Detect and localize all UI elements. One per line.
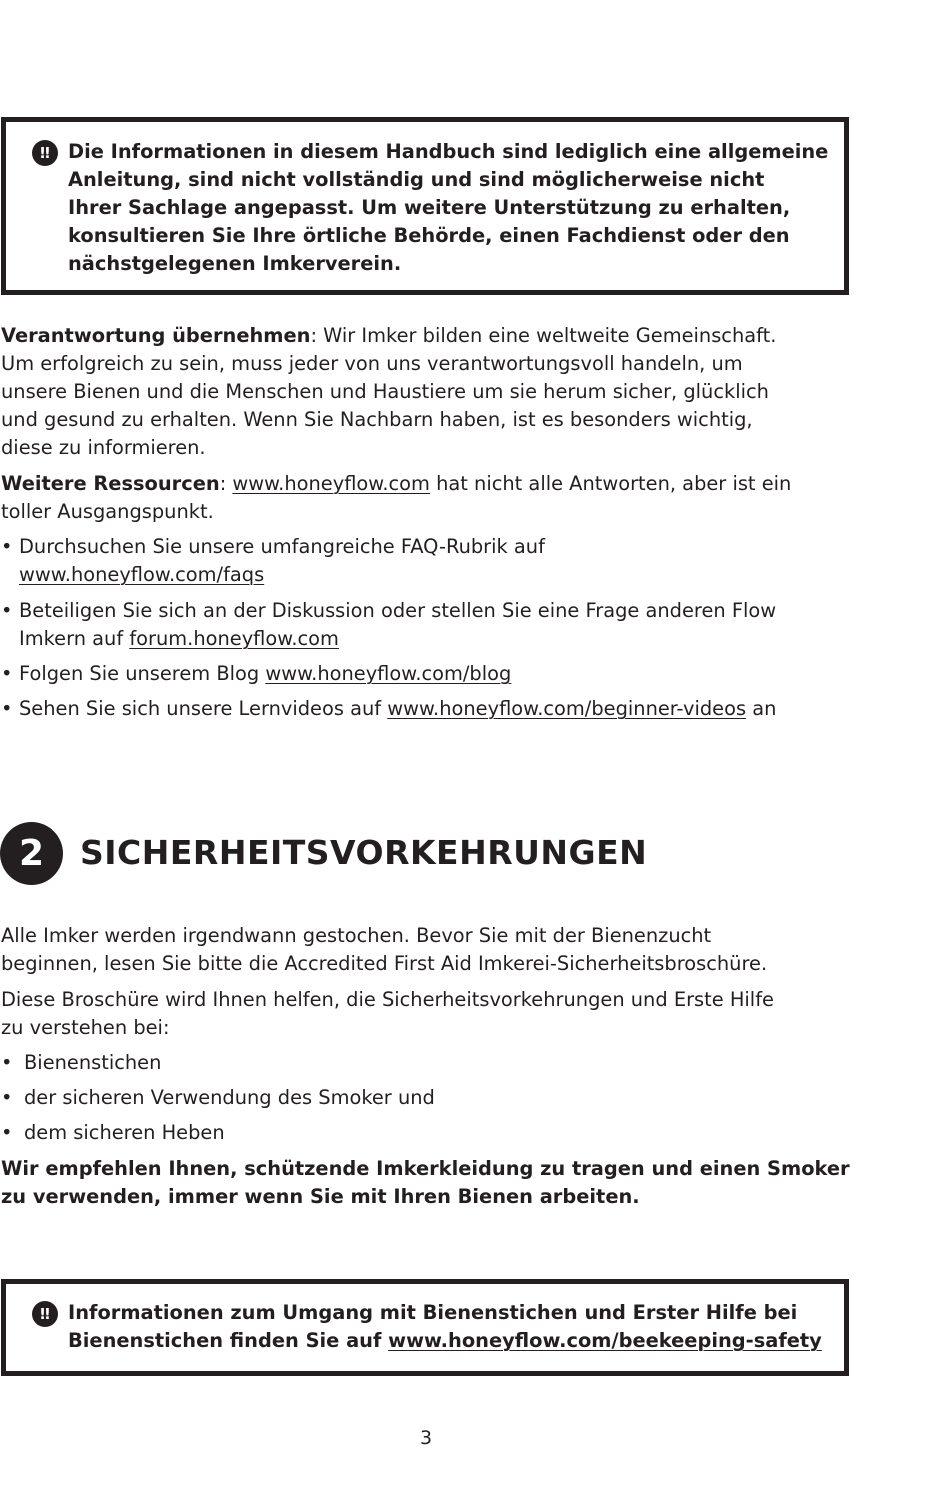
resources-text: hat nicht alle Antworten, aber ist ein (429, 472, 792, 495)
bullet-dot: • (1, 662, 13, 685)
brochure-line: Diese Broschüre wird Ihnen helfen, die Sicherheitsvorkehrungen und Erste Hilfe (1, 988, 774, 1011)
notice-box-top (1, 117, 849, 295)
bullet-text (19, 533, 545, 589)
notice-box-bottom (1, 1279, 849, 1376)
bullet-line (19, 625, 776, 653)
bullet-dot: • (1, 535, 13, 558)
notice-line: Anleitung, sind nicht vollständig und sind möglicherweise nicht (68, 168, 765, 191)
notice-line: Informationen zum Umgang mit Bienenstichen und Erster Hilfe bei (68, 1301, 798, 1324)
brochure-paragraph (1, 986, 861, 1042)
bullet-prefix: Imkern auf (19, 627, 130, 650)
responsibility-label: Verantwortung übernehmen (1, 324, 311, 347)
bullet-dot: • (1, 697, 13, 720)
videos-link[interactable]: www.honeyflow.com/beginner-videos (387, 697, 747, 720)
bullet-line: Durchsuchen Sie unsere umfangreiche FAQ-Rubrik auf (19, 535, 545, 558)
resources-colon: : (219, 472, 233, 495)
section-number-badge: 2 (0, 822, 63, 885)
double-exclamation-icon: !! (32, 140, 58, 166)
notice-text-bottom (68, 1299, 830, 1355)
bullet-suffix: an (746, 697, 777, 720)
notice-line: Die Informationen in diesem Handbuch sind lediglich eine allgemeine (68, 140, 829, 163)
resources-paragraph (1, 470, 861, 526)
responsibility-line: und gesund zu erhalten. Wenn Sie Nachbarn haben, ist es besonders wichtig, (1, 408, 753, 431)
forum-link[interactable]: forum.honeyflow.com (129, 627, 339, 650)
notice-prefix: Bienenstichen finden Sie auf (68, 1329, 389, 1352)
bullet-line (19, 561, 545, 589)
intro-line: beginnen, lesen Sie bitte die Accredited First Aid Imkerei-Sicherheitsbroschüre. (1, 952, 768, 975)
resources-line: toller Ausgangspunkt. (1, 500, 214, 523)
recommendation-line: Wir empfehlen Ihnen, schützende Imkerkleidung zu tragen und einen Smoker (1, 1157, 850, 1180)
bullet-dot: • (1, 1086, 13, 1109)
bullet-text (19, 597, 776, 653)
bullet-line (19, 695, 776, 723)
brochure-line: zu verstehen bei: (1, 1016, 170, 1039)
responsibility-line: unsere Bienen und die Menschen und Haustiere um sie herum sicher, glücklich (1, 380, 769, 403)
bullet-dot: • (1, 1121, 13, 1144)
responsibility-line: diese zu informieren. (1, 436, 206, 459)
notice-line (68, 1327, 830, 1355)
honeyflow-link[interactable]: www.honeyflow.com (232, 472, 430, 495)
recommendation-line: zu verwenden, immer wenn Sie mit Ihren Bienen arbeiten. (1, 1185, 640, 1208)
faq-link[interactable]: www.honeyflow.com/faqs (19, 563, 265, 586)
resources-line (1, 470, 861, 498)
responsibility-line (1, 322, 861, 350)
bullet-line: Beteiligen Sie sich an der Diskussion oder stellen Sie eine Frage anderen Flow (19, 599, 777, 622)
section-intro-paragraph (1, 922, 861, 978)
bullet-prefix: Sehen Sie sich unsere Lernvideos auf (19, 697, 388, 720)
bullet-text: dem sicheren Heben (24, 1121, 225, 1144)
bullet-text: Bienenstichen (24, 1051, 162, 1074)
responsibility-paragraph (1, 322, 861, 462)
bullet-dot: • (1, 1051, 13, 1074)
bullet-dot: • (1, 599, 13, 622)
responsibility-line: Um erfolgreich zu sein, muss jeder von uns verantwortungsvoll handeln, um (1, 352, 743, 375)
bullet-line (19, 660, 511, 688)
intro-line: Alle Imker werden irgendwann gestochen. Bevor Sie mit der Bienenzucht (1, 924, 712, 947)
notice-line: konsultieren Sie Ihre örtliche Behörde, einen Fachdienst oder den (68, 224, 790, 247)
notice-line: nächstgelegenen Imkerverein. (68, 252, 402, 275)
blog-link[interactable]: www.honeyflow.com/blog (265, 662, 512, 685)
notice-text-top (68, 138, 830, 278)
responsibility-text: : Wir Imker bilden eine weltweite Gemeinschaft. (310, 324, 777, 347)
notice-line: Ihrer Sachlage angepasst. Um weitere Unterstützung zu erhalten, (68, 196, 791, 219)
page-number: 3 (419, 1427, 433, 1449)
recommendation-paragraph (1, 1155, 861, 1211)
resources-label: Weitere Ressourcen (1, 472, 220, 495)
bullet-text: der sicheren Verwendung des Smoker und (24, 1086, 435, 1109)
double-exclamation-icon: !! (32, 1301, 58, 1327)
section-title: SICHERHEITSVORKEHRUNGEN (80, 833, 648, 872)
bullet-text (19, 695, 776, 723)
beekeeping-safety-link[interactable]: www.honeyflow.com/beekeeping-safety (388, 1329, 822, 1352)
bullet-text (19, 660, 511, 688)
bullet-prefix: Folgen Sie unserem Blog (19, 662, 266, 685)
